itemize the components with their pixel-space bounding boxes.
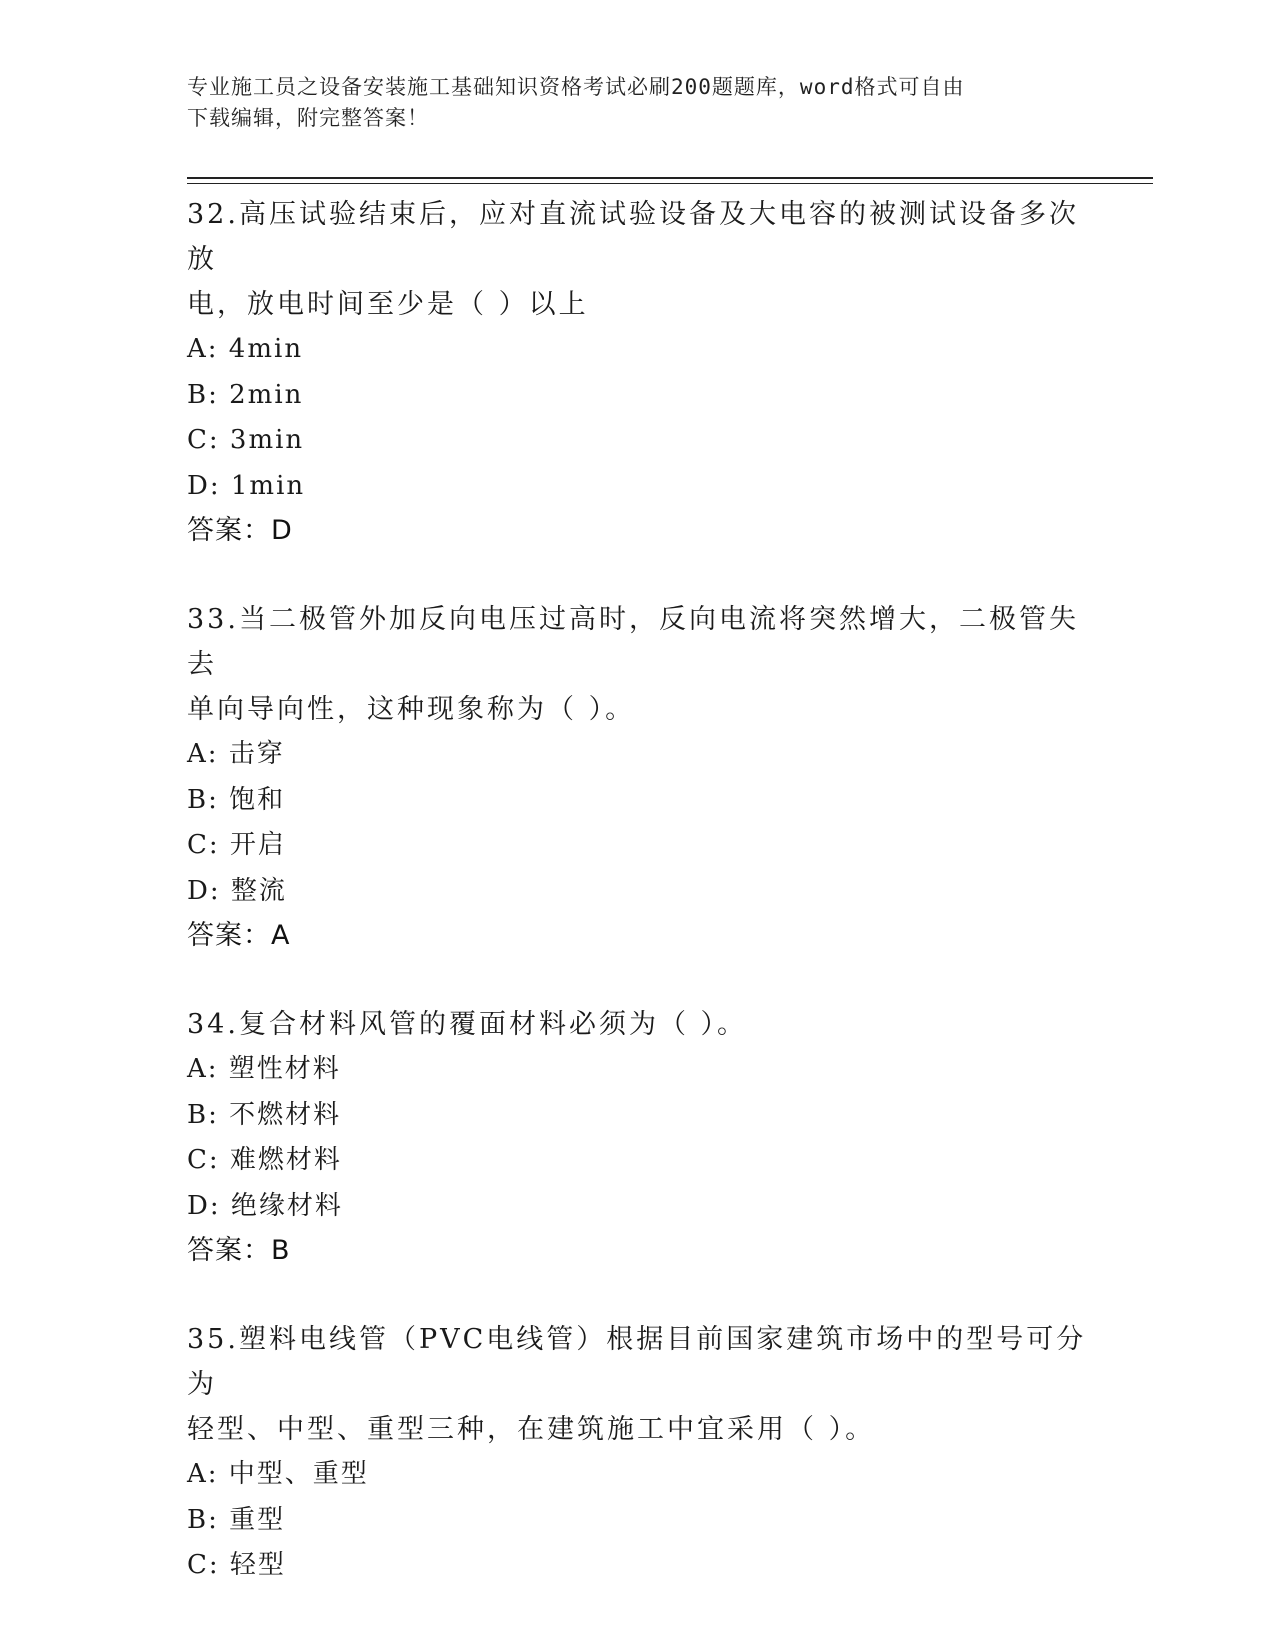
question-list [187, 188, 1087, 1633]
question-stem-line: 电，放电时间至少是（ ）以上 [187, 289, 589, 320]
question-stem [187, 1317, 1087, 1452]
answer-label: 答案：A [187, 920, 291, 951]
option-d: D: 整流 [187, 875, 287, 906]
option-list [187, 1047, 1087, 1229]
option-b: B: 饱和 [187, 784, 286, 815]
option-c: C: 3min [187, 425, 305, 455]
option-a: A: 中型、重型 [187, 1459, 369, 1489]
header-line-2: 下载编辑，附完整答案！ [187, 106, 429, 130]
option-a: A: 击穿 [187, 739, 285, 769]
option-d: D: 1min [187, 470, 306, 501]
question-34 [187, 1002, 1087, 1273]
option-d: D: 绝缘材料 [187, 1190, 343, 1221]
question-stem [187, 597, 1087, 732]
option-b: B: 2min [187, 379, 304, 410]
question-stem [187, 192, 1087, 327]
question-stem-line: 单向导向性，这种现象称为（ ）。 [187, 694, 636, 725]
question-stem-line: 32.高压试验结束后，应对直流试验设备及大电容的被测试设备多次放 [187, 199, 1079, 275]
question-32 [187, 192, 1087, 553]
option-a: A: 塑性材料 [187, 1054, 341, 1084]
option-c: C: 轻型 [187, 1550, 286, 1580]
option-list [187, 327, 1087, 509]
option-list [187, 732, 1087, 914]
question-stem-line: 33.当二极管外加反向电压过高时，反向电流将突然增大，二极管失去 [187, 604, 1079, 680]
option-list [187, 1452, 1087, 1589]
option-c: C: 难燃材料 [187, 1145, 342, 1175]
option-b: B: 重型 [187, 1504, 286, 1535]
document-header [187, 72, 1067, 134]
header-line-1: 专业施工员之设备安装施工基础知识资格考试必刷200题题库，word格式可自由 [187, 75, 965, 99]
question-stem [187, 1002, 1087, 1047]
question-stem-line: 轻型、中型、重型三种，在建筑施工中宜采用（ ）。 [187, 1414, 876, 1445]
header-divider-thick [187, 177, 1153, 179]
answer-label: 答案：B [187, 1235, 291, 1266]
header-divider-thin [187, 183, 1153, 184]
question-35 [187, 1317, 1087, 1589]
question-33 [187, 597, 1087, 958]
option-a: A: 4min [187, 334, 304, 364]
question-stem-line: 35.塑料电线管（PVC电线管）根据目前国家建筑市场中的型号可分为 [187, 1324, 1087, 1400]
option-c: C: 开启 [187, 830, 286, 860]
question-stem-line: 34.复合材料风管的覆面材料必须为（ ）。 [187, 1009, 748, 1040]
answer-label: 答案：D [187, 515, 293, 546]
option-b: B: 不燃材料 [187, 1099, 342, 1130]
